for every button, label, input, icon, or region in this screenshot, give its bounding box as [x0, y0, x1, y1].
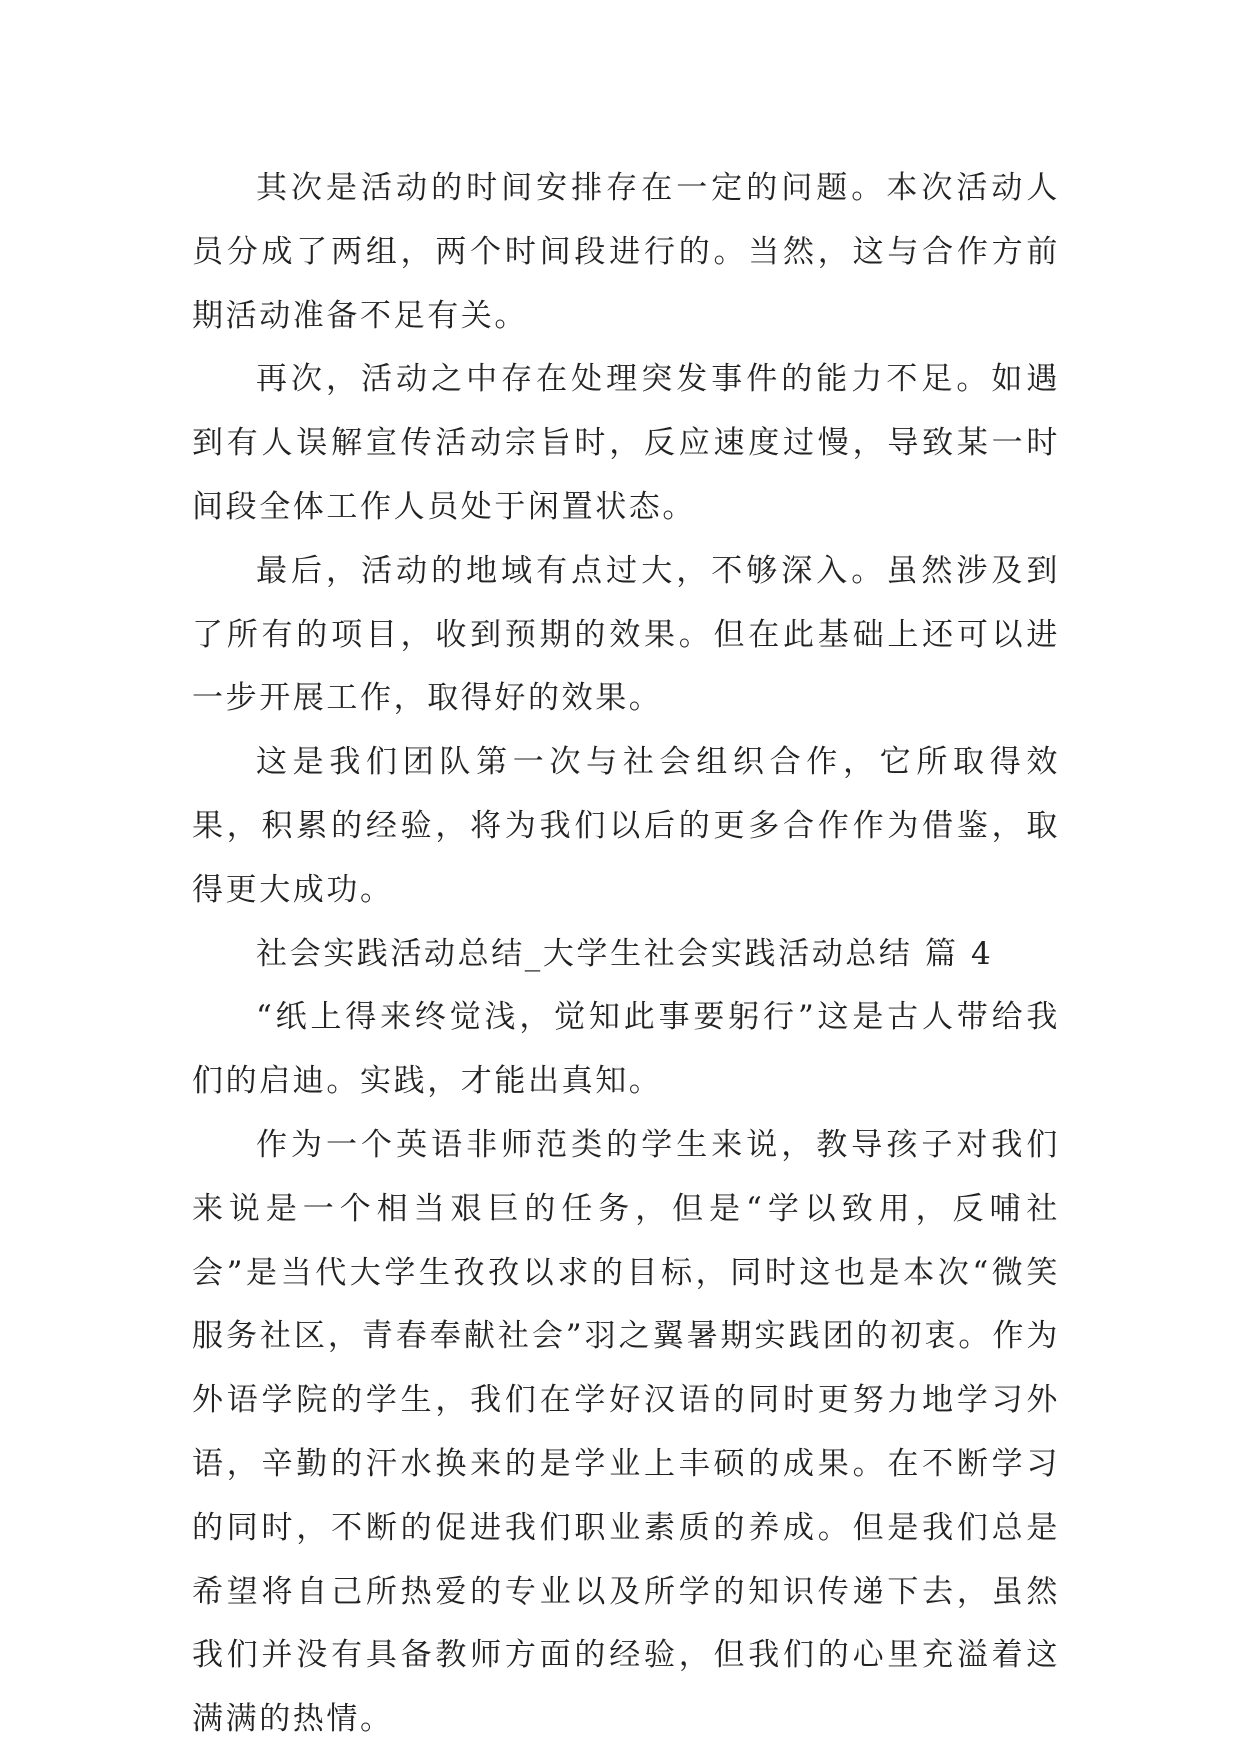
- section-heading: 社会实践活动总结_大学生社会实践活动总结 篇 4: [256, 935, 994, 972]
- paragraph-timing-issue: 其次是活动的时间安排存在一定的问题。本次活动人员分成了两组，两个时间段进行的。当然，这与合作方前期活动准备不足有关。: [192, 170, 1060, 334]
- paragraph-team-cooperation: 这是我们团队第一次与社会组织合作，它所取得效果，积累的经验，将为我们以后的更多合作作为借鉴，取得更大成功。: [192, 744, 1060, 908]
- paragraph-emergency-handling: 再次，活动之中存在处理突发事件的能力不足。如遇到有人误解宣传活动宗旨时，反应速度过慢，导致某一时间段全体工作人员处于闲置状态。: [192, 361, 1060, 525]
- paragraph-practice-quote: “纸上得来终觉浅，觉知此事要躬行”这是古人带给我们的启迪。实践，才能出真知。: [192, 999, 1060, 1100]
- paragraph-english-students: 作为一个英语非师范类的学生来说，教导孩子对我们来说是一个相当艰巨的任务，但是“学以致用，反哺社会”是当代大学生孜孜以求的目标，同时这也是本次“微笑服务社区，青春奉献社会”羽之翼暑期实践团的初衷。作为外语学院的学生，我们在学好汉语的同时更努力地学习外语，辛勤的汗水换来的是学业上丰硕的成果。在不断学习的同时，不断的促进我们职业素质的养成。但是我们总是希望将自己所热爱的专业以及所学的知识传递下去，虽然我们并没有具备教师方面的经验，但我们的心里充溢着这满满的热情。: [192, 1126, 1060, 1738]
- document-body: [192, 157, 1060, 1752]
- paragraph-area-scope: 最后，活动的地域有点过大，不够深入。虽然涉及到了所有的项目，收到预期的效果。但在此基础上还可以进一步开展工作，取得好的效果。: [192, 552, 1060, 717]
